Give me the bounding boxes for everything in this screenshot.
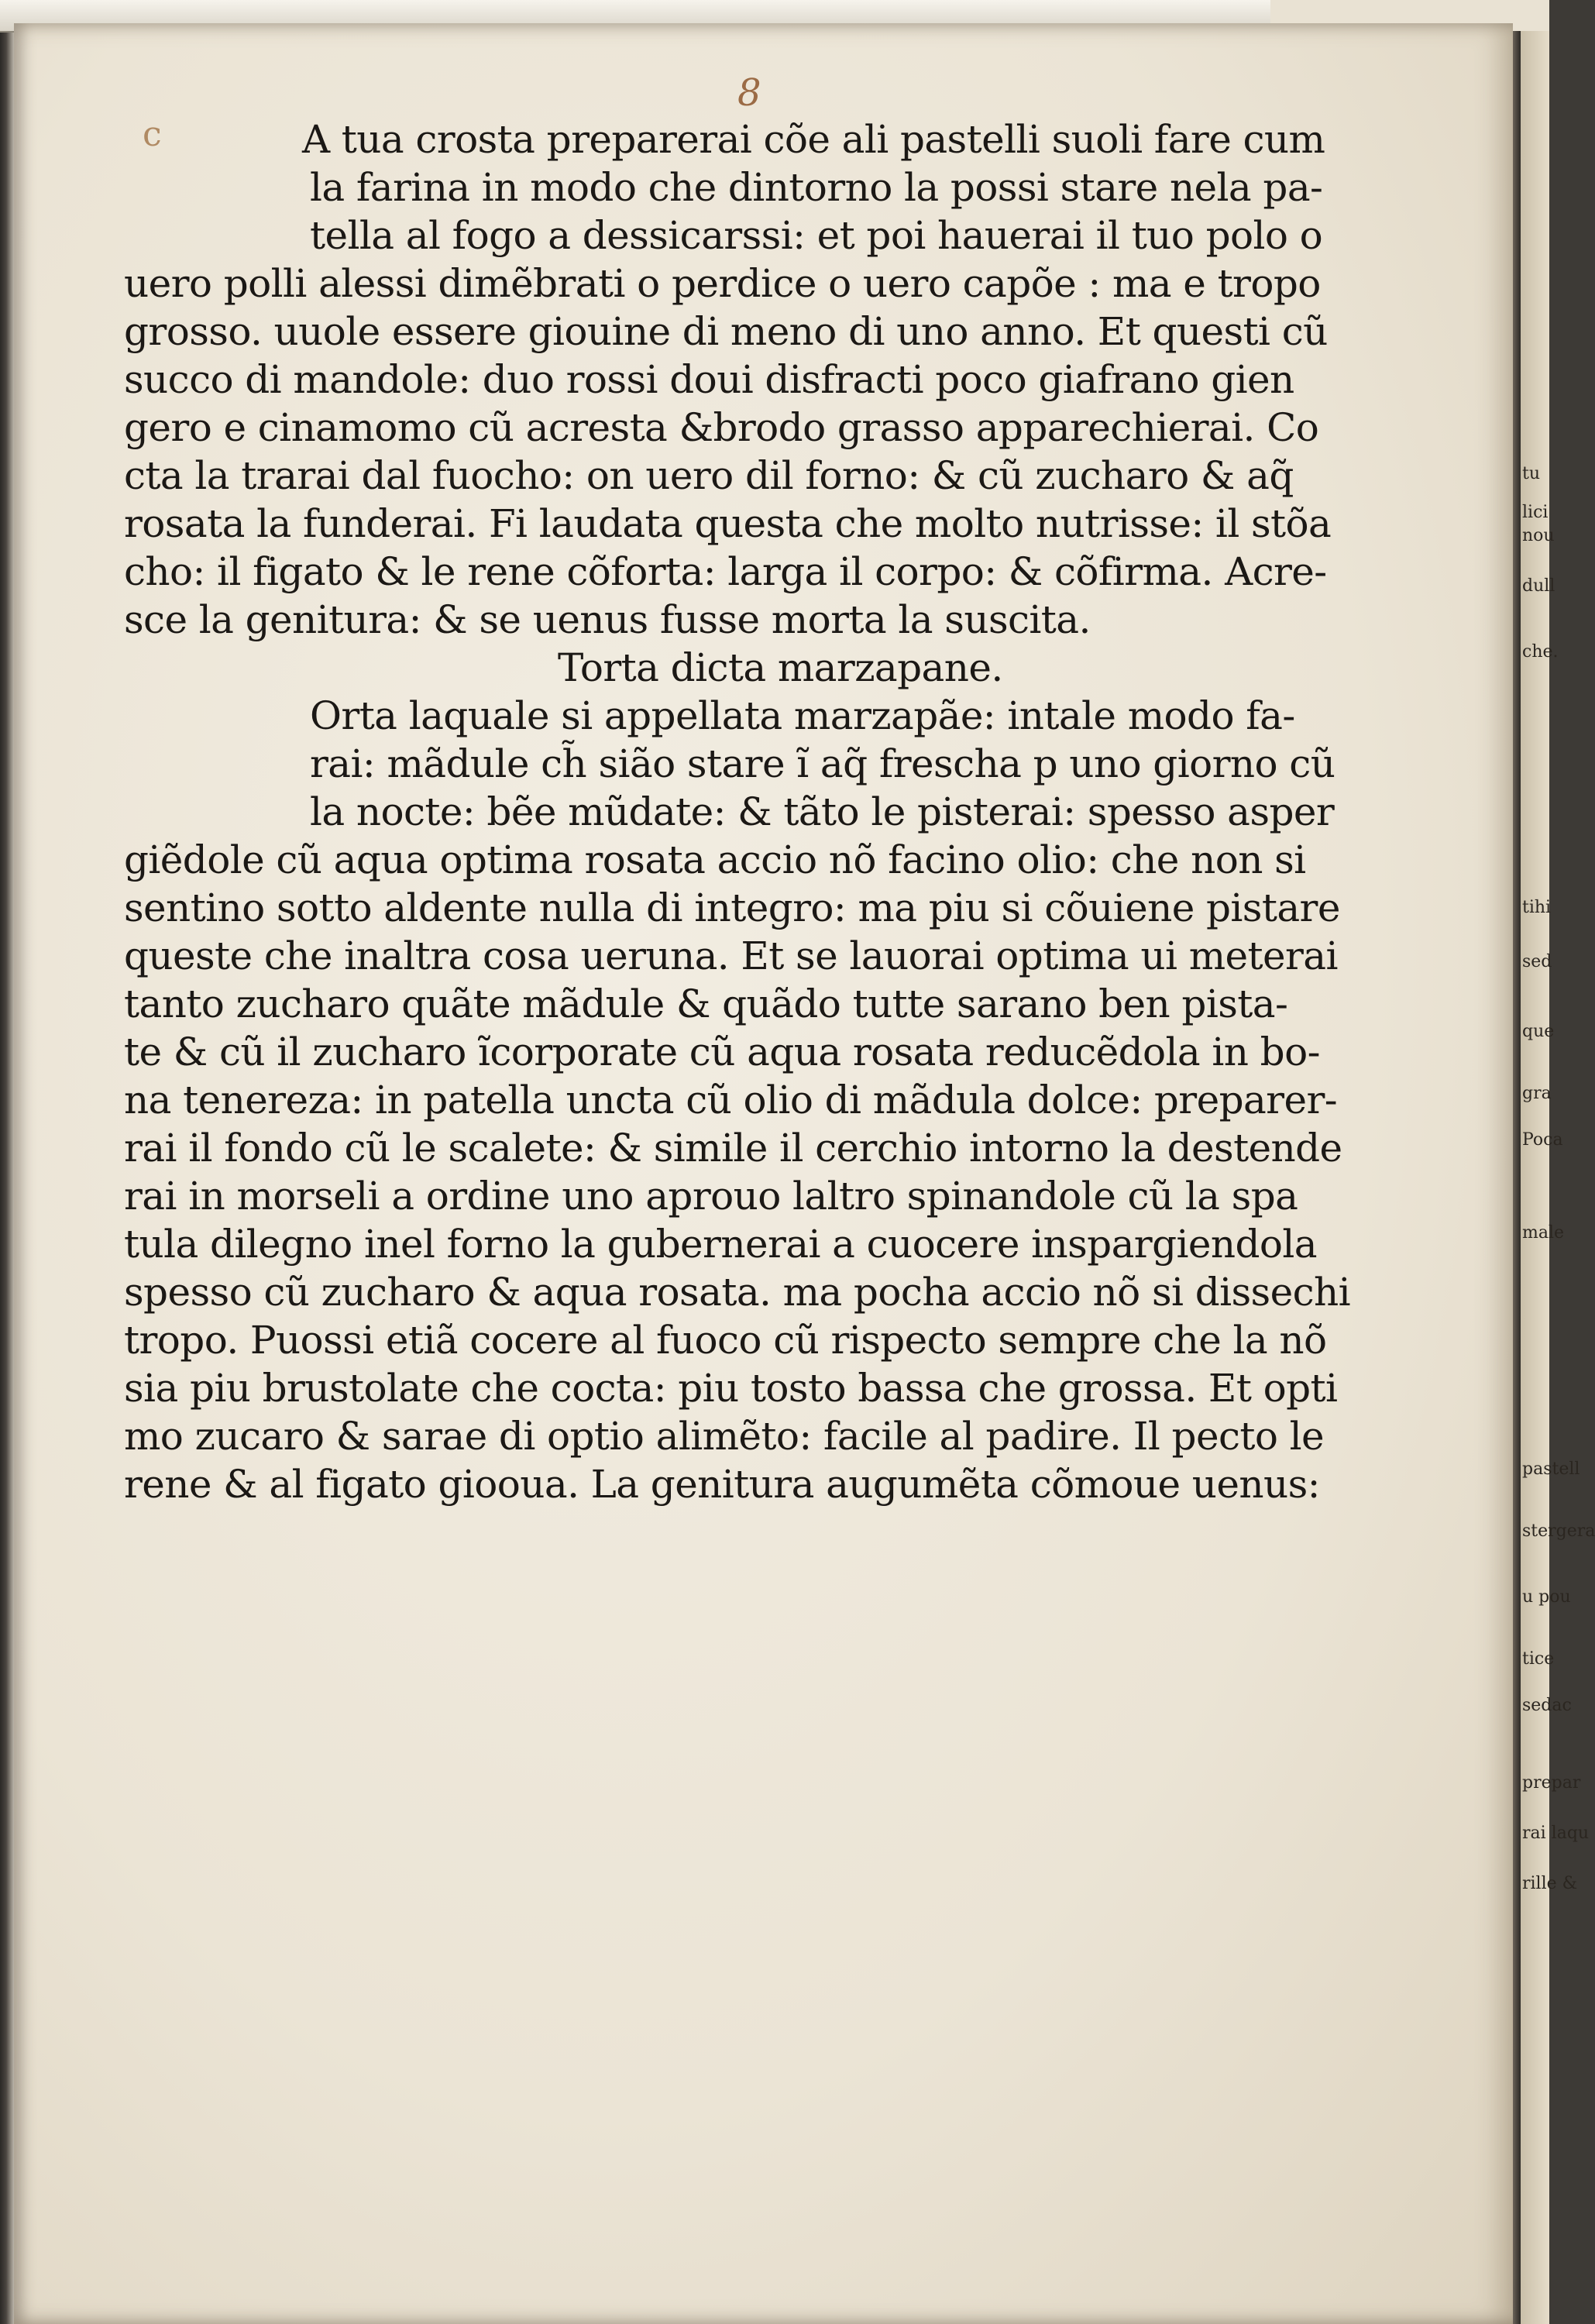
text-line: tula dilegno inel forno la gubernerai a cuocere inspargiendola xyxy=(124,1222,1317,1267)
text-line: na tenereza: in patella uncta cũ olio di mãdula dolce: preparer- xyxy=(124,1078,1338,1122)
adjacent-fragment: che. xyxy=(1522,642,1559,662)
text-line: uero polli alessi dimẽbrati o perdice o uero capõe : ma e tropo xyxy=(124,261,1321,306)
text-line: tella al fogo a dessicarssi: et poi hauerai il tuo polo o xyxy=(310,213,1323,258)
text-line: rai in morseli a ordine uno aprouo laltro spinandole cũ la spa xyxy=(124,1174,1298,1219)
adjacent-fragment: rai laqu xyxy=(1522,1824,1590,1843)
adjacent-fragment: pastell xyxy=(1522,1459,1580,1479)
adjacent-fragment: prepar xyxy=(1522,1773,1581,1793)
adjacent-fragment: tihi xyxy=(1522,898,1552,917)
text-line: gero e cinamomo cũ acresta &brodo grasso apparechierai. Co xyxy=(124,405,1319,450)
text-line: rai: mãdule ch̃ sião stare ĩ aq̃ frescha p uno giorno cũ xyxy=(310,741,1335,786)
text-line: sce la genitura: & se uenus fusse morta la suscita. xyxy=(124,597,1091,642)
text-line: Orta laquale si appellata marzapãe: intale modo fa- xyxy=(310,693,1295,738)
adjacent-page-edge xyxy=(1521,31,1595,2324)
text-line: la nocte: bẽe mũdate: & tãto le pisterai: spesso asper xyxy=(310,789,1335,834)
text-line: sia piu brustolate che cocta: piu tosto bassa che grossa. Et opti xyxy=(124,1366,1338,1411)
adjacent-fragment: que xyxy=(1522,1022,1555,1041)
adjacent-fragment: dull xyxy=(1522,576,1555,596)
text-line: te & cũ il zucharo ĩcorporate cũ aqua rosata reducẽdola in bo- xyxy=(124,1030,1320,1074)
text-line: rosata la funderai. Fi laudata questa che molto nutrisse: il stõa xyxy=(124,501,1332,546)
adjacent-fragment: gra xyxy=(1522,1084,1552,1103)
adjacent-fragment: rille & xyxy=(1522,1874,1578,1893)
adjacent-fragment: tice xyxy=(1522,1649,1555,1669)
adjacent-fragment: male xyxy=(1522,1223,1565,1243)
adjacent-fragment: stergera xyxy=(1522,1521,1595,1541)
text-line: cta la trarai dal fuocho: on uero dil forno: & cũ zucharo & aq̃ xyxy=(124,453,1294,498)
adjacent-fragment: Poca xyxy=(1522,1130,1563,1150)
text-line: cho: il figato & le rene cõforta: larga il corpo: & cõfirma. Acre- xyxy=(124,549,1327,594)
folio-number: 8 xyxy=(737,71,761,115)
text-line: succo di mandole: duo rossi doui disfracti poco giafrano gien xyxy=(124,357,1294,402)
text-line: rai il fondo cũ le scalete: & simile il cerchio intorno la destende xyxy=(124,1126,1342,1171)
text-line: la farina in modo che dintorno la possi stare nela pa- xyxy=(310,165,1323,210)
adjacent-fragment: u pou xyxy=(1522,1587,1571,1607)
text-line: spesso cũ zucharo & aqua rosata. ma pocha accio nõ si dissechi xyxy=(124,1270,1350,1315)
text-line: grosso. uuole essere giouine di meno di uno anno. Et questi cũ xyxy=(124,309,1328,354)
text-line: sentino sotto aldente nulla di integro: ma piu si cõuiene pistare xyxy=(124,885,1340,930)
adjacent-fragment: lici xyxy=(1522,503,1549,522)
text-line: queste che inaltra cosa ueruna. Et se lauorai optima ui meterai xyxy=(124,933,1338,978)
adjacent-fragment: tu xyxy=(1522,464,1541,483)
text-line: mo zucaro & sarae di optio alimẽto: facile al padire. Il pecto le xyxy=(124,1414,1325,1459)
text-line: A tua crosta preparerai cõe ali pastelli suoli fare cum xyxy=(302,117,1325,162)
adjacent-fragment: sedac xyxy=(1522,1696,1572,1715)
margin-mark: c xyxy=(143,115,162,154)
book-gutter xyxy=(1513,31,1521,2324)
text-line: tanto zucharo quãte mãdule & quãdo tutte sarano ben pista- xyxy=(124,982,1288,1026)
adjacent-fragment: nou xyxy=(1522,526,1555,545)
adjacent-fragment: sed xyxy=(1522,952,1552,971)
section-heading: Torta dicta marzapane. xyxy=(558,645,1003,690)
text-line: giẽdole cũ aqua optima rosata accio nõ facino olio: che non si xyxy=(124,837,1306,882)
text-line: tropo. Puossi etiã cocere al fuoco cũ rispecto sempre che la nõ xyxy=(124,1318,1327,1363)
text-line: rene & al figato giooua. La genitura augumẽta cõmoue uenus: xyxy=(124,1462,1320,1507)
